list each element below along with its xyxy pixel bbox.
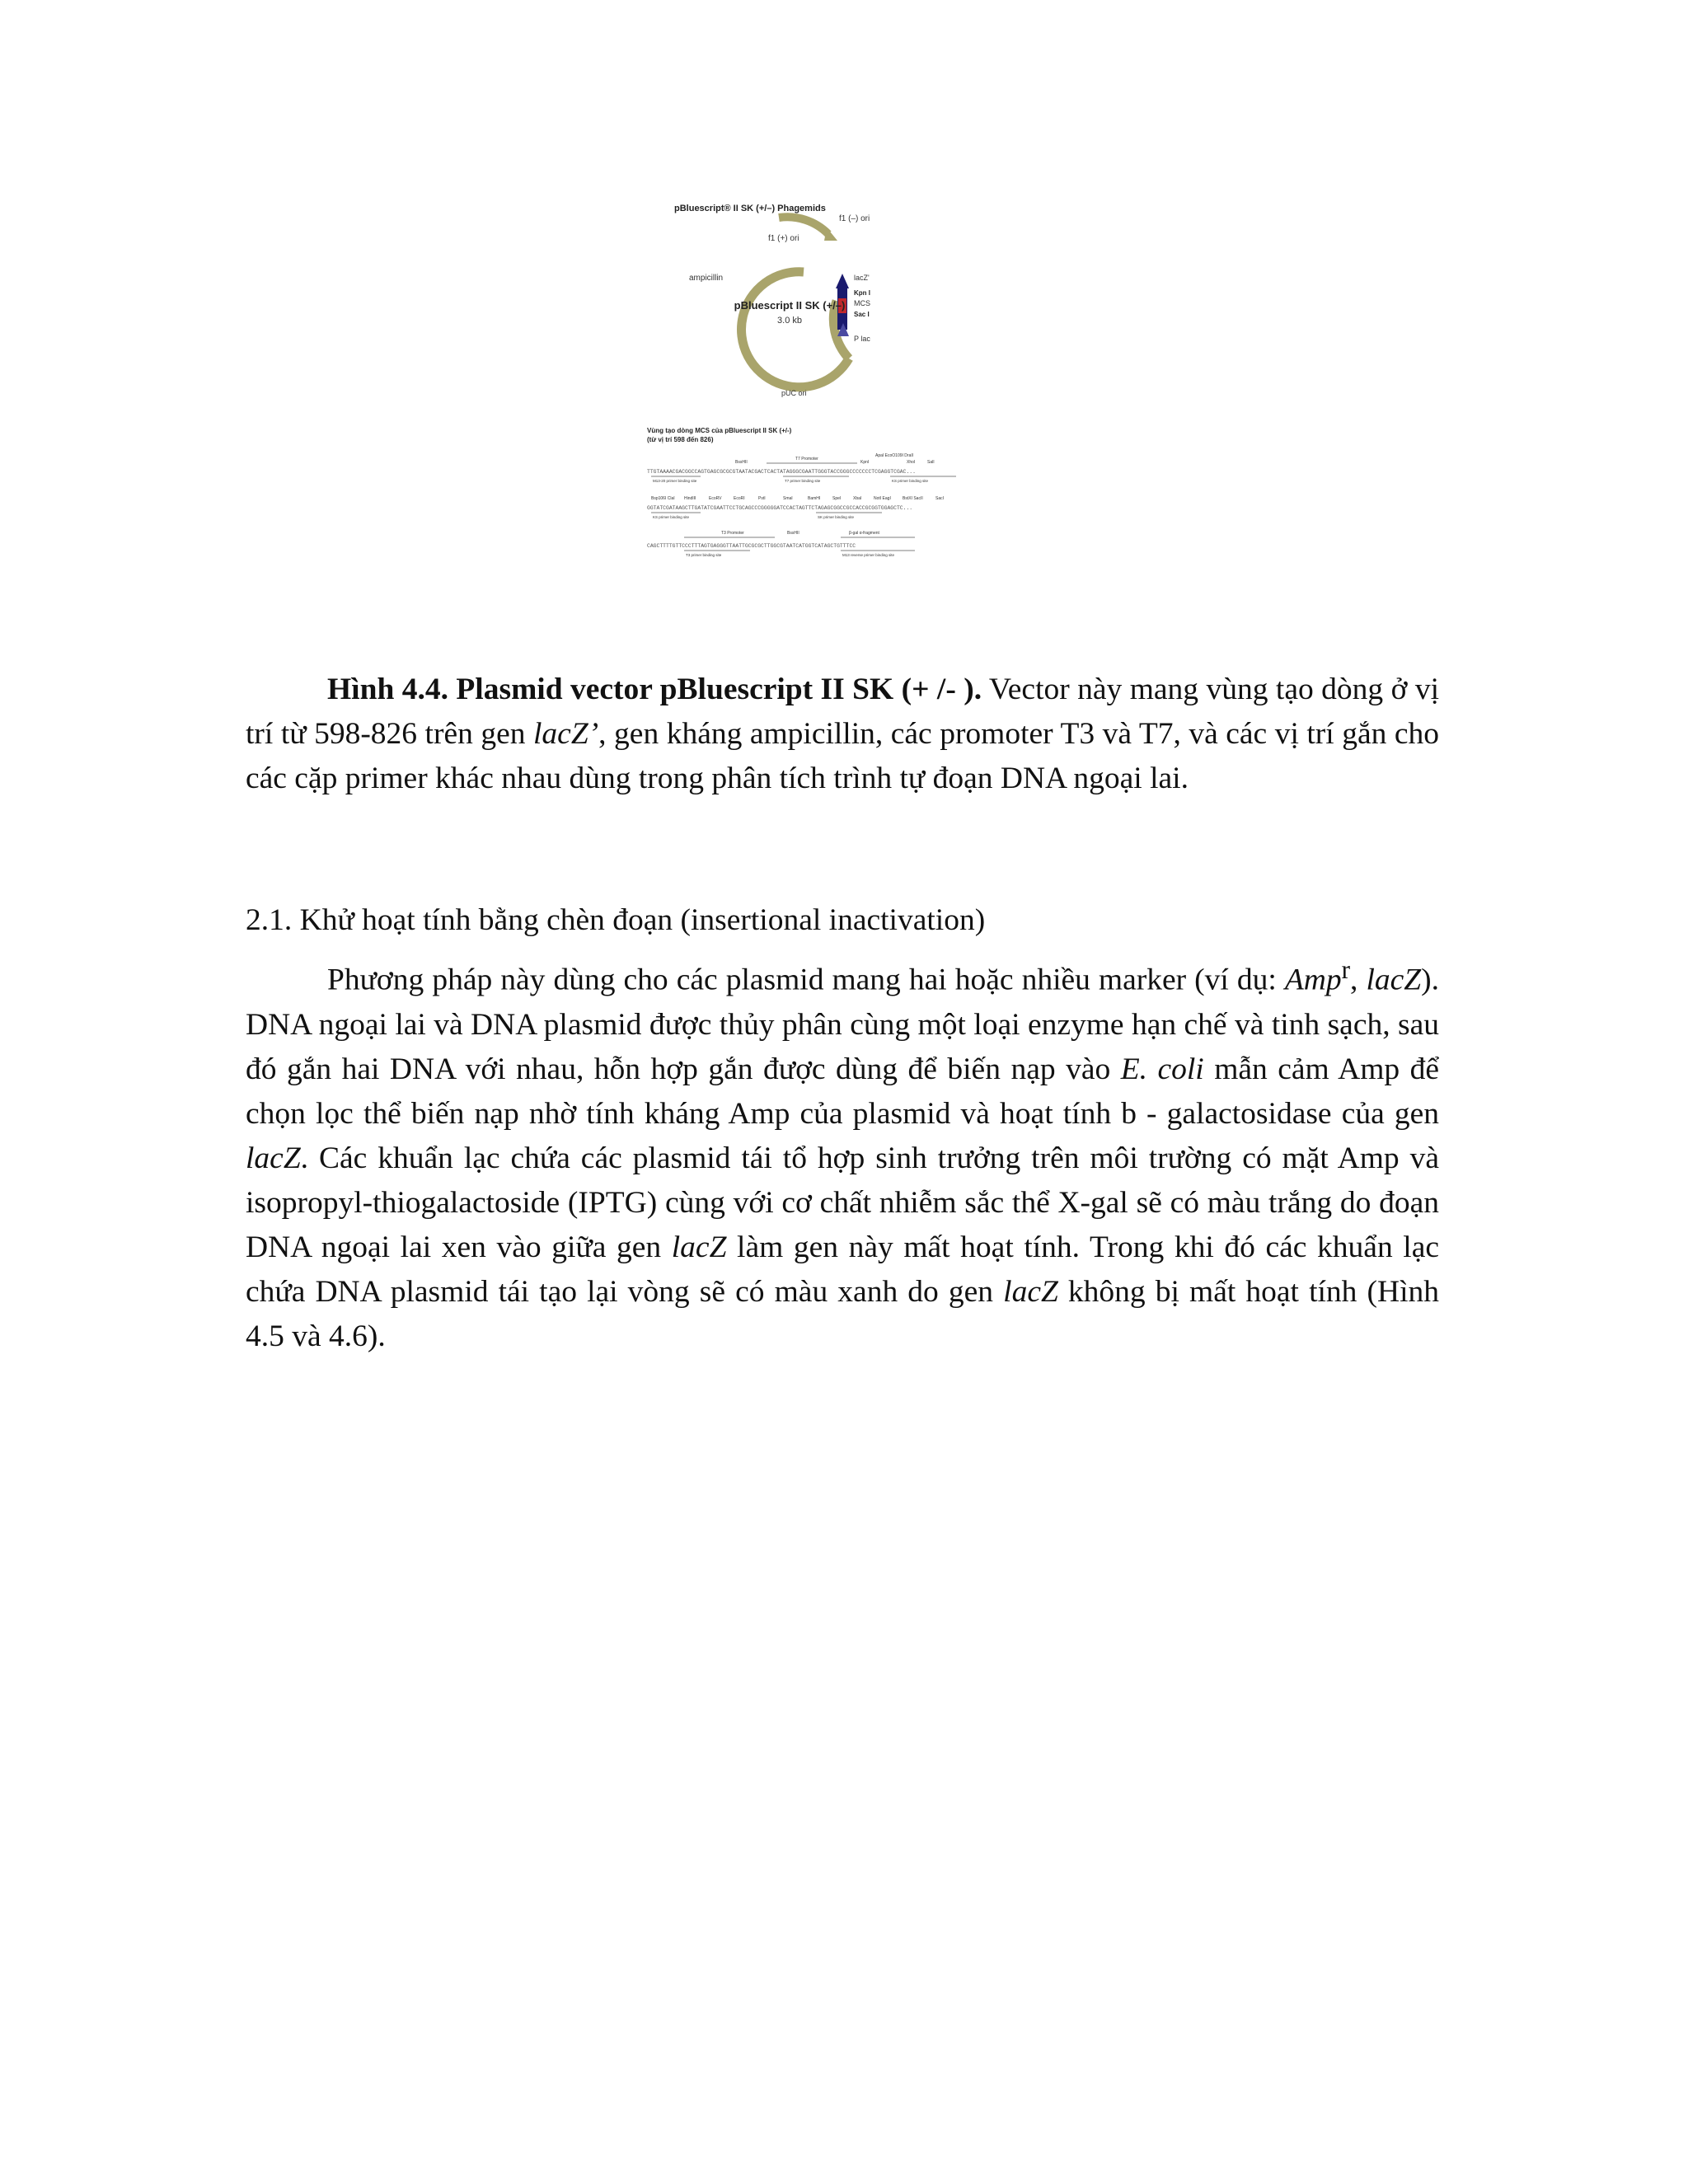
plasmid-size: 3.0 kb — [777, 316, 802, 326]
text-run: , — [1350, 963, 1367, 997]
text-run: mẫn cảm Amp để chọn lọc thể biến nạp nhờ tính kháng Amp của plasmid và hoạt tính b - galactosidase của gen — [246, 1052, 1439, 1131]
figure-title: pBluescript® II SK (+/–) Phagemids — [674, 204, 826, 213]
plasmid-figure — [643, 198, 973, 622]
primer-label: KS primer binding site — [653, 515, 690, 519]
italic-run: Amp — [1284, 963, 1342, 997]
site-label: BamHI — [808, 496, 821, 501]
site-label: SacI — [935, 496, 945, 501]
site-label: EcoRI — [734, 496, 745, 501]
primer-label: SK primer binding site — [818, 515, 855, 519]
lacz-arrowhead — [836, 274, 849, 288]
site-label: NotI EagI — [874, 496, 891, 501]
body-paragraph — [246, 948, 1439, 1359]
text-run: không bị mất hoạt tính (Hình 4.5 và 4.6). — [246, 1274, 1439, 1353]
text-run: . Các khuẩn lạc chứa các plasmid tái tổ hợp sinh trưởng trên môi trường có mặt Amp và isopropyl-thiogalactoside (IPTG) cùng với cơ chất nhiễm sắc thể X-gal sẽ có màu trắng do đoạn DNA ngoại lai xen vào giữa gen — [246, 1141, 1439, 1264]
label-f1-minus-ori: f1 (–) ori — [839, 214, 870, 223]
primer-label: T7 primer binding site — [785, 479, 821, 483]
site-label: BssHII — [735, 460, 748, 465]
mcs-title-2: (từ vị trí 598 đến 826) — [647, 436, 714, 443]
site-label: XhoI — [907, 460, 916, 465]
italic-run: lacZ — [671, 1230, 727, 1264]
site-label: PstI — [758, 496, 766, 501]
section-heading: 2.1. Khử hoạt tính bằng chèn đoạn (insertional inactivation) — [246, 903, 986, 937]
primer-label: M13 reverse primer binding site — [842, 553, 895, 557]
superscript-run: r — [1341, 955, 1351, 984]
caption-title: Hình 4.4. Plasmid vector pBluescript II SK (+ /- ). — [327, 673, 982, 706]
primer-label: KS primer binding site — [892, 479, 929, 483]
caption-paragraph — [246, 668, 1439, 801]
site-label: EcoRV — [709, 496, 722, 501]
plasmid-circle — [689, 214, 870, 397]
mcs-title-1: Vùng tạo dòng MCS của pBluescript II SK (+/-) — [647, 427, 792, 434]
italic-run: lacZ — [1366, 963, 1422, 997]
sequence-line-3: CAGCTTTTGTTCCCTTTAGTGAGGGTTAATTGCGCGCTTGGCGTAATCATGGTCATAGCTGTTTCC — [647, 543, 856, 549]
label-puc-ori: pUC ori — [781, 389, 807, 397]
site-label: SpeI — [832, 496, 842, 501]
f1-minus-arc — [779, 217, 828, 234]
label-kpn: Kpn I — [854, 289, 870, 297]
site-label: ApaI EcoO109I DraII — [875, 453, 914, 458]
site-label: SalI — [927, 460, 935, 465]
plasmid-name: pBluescript II SK (+/–) — [734, 299, 846, 312]
text-run: làm gen này mất hoạt tính. Trong khi đó các khuẩn lạc chứa DNA plasmid tái tạo lại vòng sẽ có màu xanh do gen — [246, 1230, 1439, 1309]
caption-text: Vector này mang vùng tạo dòng ở vị trí từ 598-826 trên gen — [246, 673, 1439, 751]
text-run: ). DNA ngoại lai và DNA plasmid được thủy phân cùng một loại enzyme hạn chế và tinh sạch, sau đó gắn hai DNA với nhau, hỗn hợp gắn được dùng để biến nạp vào — [246, 963, 1440, 1086]
sequence-line-1: TTGTAAAACGACGGCCAGTGAGCGCGCGTAATACGACTCACTATAGGGCGAATTGGGTACCGGGCCCCCCCTCGAGGTCGAC... — [647, 469, 916, 475]
site-label: SmaI — [783, 496, 793, 501]
sequence-line-2: GGTATCGATAAGCTTGATATCGAATTCCTGCAGCCCGGGGGATCCACTAGTTCTAGAGCGGCCGCCACCGCGGTGGAGCTC... — [647, 505, 913, 511]
site-label: KpnI — [860, 460, 870, 465]
mcs-sequence — [647, 427, 956, 557]
caption-text: , gen kháng ampicillin, các promoter T3 và T7, và các vị trí gắn cho các cặp primer khác nhau dùng trong phân tích trình tự đoạn DNA ngoại lai. — [246, 717, 1439, 795]
site-label: T7 Promoter — [795, 457, 818, 462]
caption-italic: lacZ’ — [533, 717, 599, 751]
italic-run: E. coli — [1120, 1052, 1204, 1086]
site-label: BstXI SacII — [903, 496, 923, 501]
site-label: XbaI — [853, 496, 862, 501]
label-mcs: MCS — [854, 299, 870, 307]
italic-run: lacZ — [1003, 1274, 1058, 1309]
site-label: HindIII — [684, 496, 696, 501]
plasmid-map-svg — [643, 198, 973, 622]
site-label: β-gal α-fragment — [849, 531, 879, 536]
site-label: BssHII — [787, 531, 799, 536]
text-run: Phương pháp này dùng cho các plasmid mang hai hoặc nhiều marker (ví dụ: — [327, 963, 1285, 997]
label-lacz: lacZ' — [854, 274, 870, 282]
label-plac: P lac — [854, 335, 870, 343]
label-ampicillin: ampicillin — [689, 274, 724, 283]
primer-label: M13-20 primer binding site — [653, 479, 697, 483]
site-label: T3 Promoter — [721, 531, 744, 536]
figure-caption — [246, 668, 1439, 801]
label-f1-plus-ori: f1 (+) ori — [768, 234, 799, 243]
label-sac: Sac I — [854, 311, 870, 318]
italic-run: lacZ — [246, 1141, 301, 1175]
primer-label: T3 primer binding site — [686, 553, 722, 557]
paragraph-text — [246, 948, 1439, 1359]
site-label: Bsp106I ClaI — [651, 496, 675, 501]
